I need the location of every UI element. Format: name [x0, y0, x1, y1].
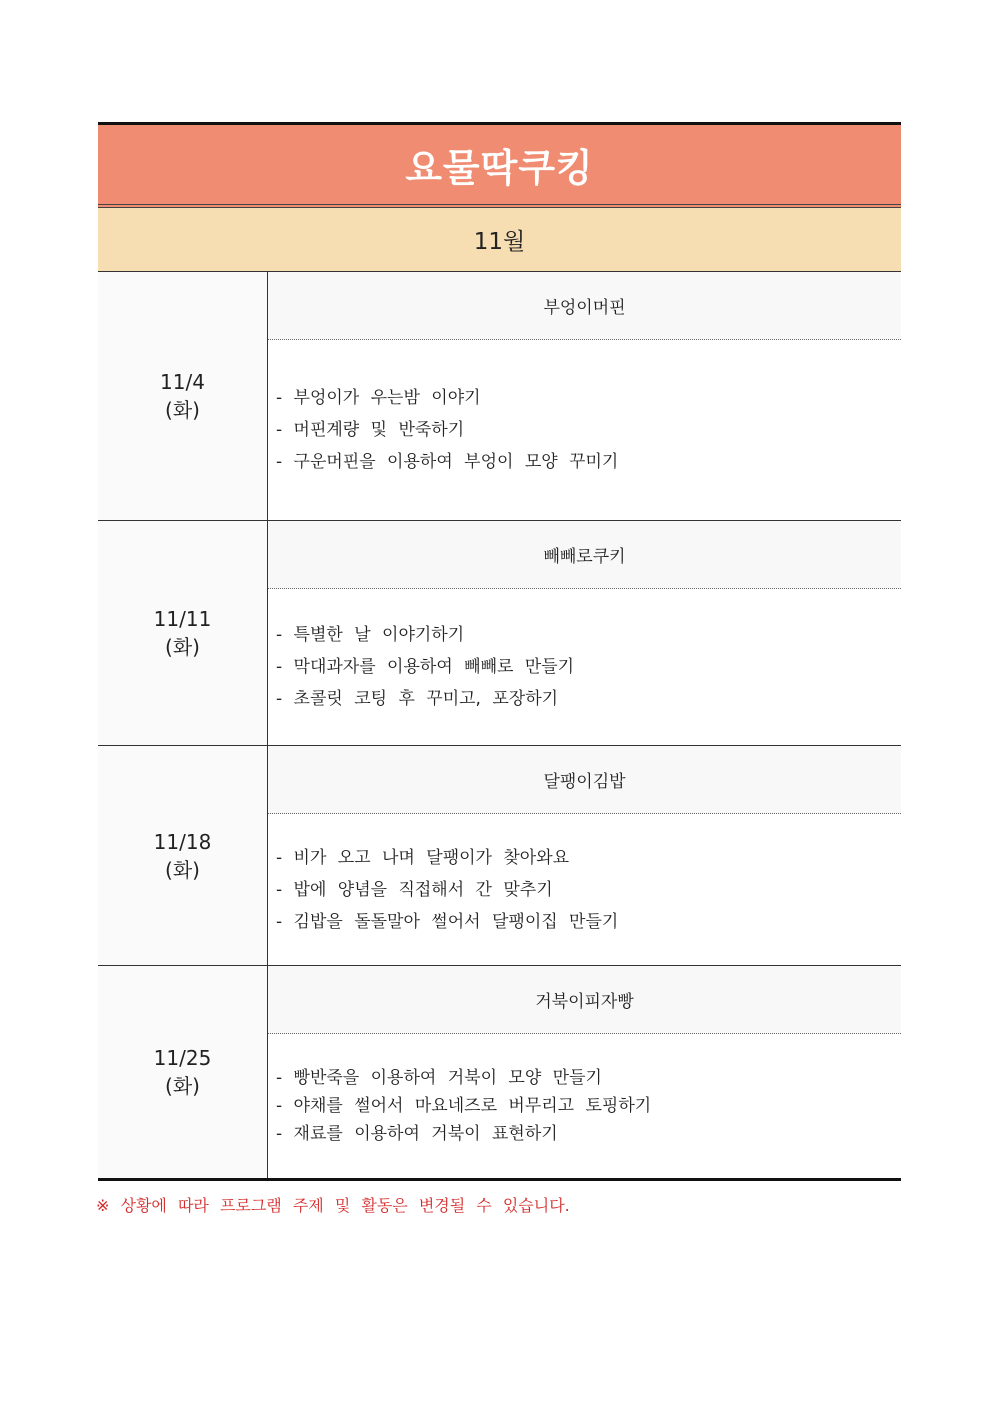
session-row — [98, 521, 901, 746]
session-date: 11/4 — [160, 370, 205, 394]
session-day: (화) — [165, 1074, 200, 1098]
activity-item: - 초콜릿 코팅 후 꾸미고, 포장하기 — [276, 689, 559, 709]
activity-list — [268, 1034, 901, 1178]
activity-item: - 야채를 썰어서 마요네즈로 버무리고 토핑하기 — [276, 1096, 652, 1116]
activity-item: - 부엉이가 우는밤 이야기 — [276, 388, 481, 408]
month-row — [98, 208, 901, 272]
program-title: 요물딱쿠킹 — [405, 146, 594, 190]
activity-item: - 비가 오고 나며 달팽이가 찾아와요 — [276, 847, 570, 868]
activity-list — [268, 589, 901, 745]
activity-item: - 특별한 날 이야기하기 — [276, 625, 465, 645]
activity-item: - 밥에 양념을 직접해서 간 맞추기 — [276, 879, 553, 900]
schedule-table — [98, 122, 901, 1181]
content-cell — [268, 272, 901, 520]
recipe-name: 빼빼로쿠키 — [268, 521, 901, 589]
date-cell — [98, 966, 268, 1178]
content-cell — [268, 966, 901, 1178]
content-cell — [268, 521, 901, 745]
change-notice: ※ 상황에 따라 프로그램 주제 및 활동은 변경될 수 있습니다. — [96, 1196, 570, 1215]
activity-item: - 빵반죽을 이용하여 거북이 모양 만들기 — [276, 1068, 602, 1088]
session-date: 11/18 — [153, 829, 212, 854]
activity-item: - 김밥을 돌돌말아 썰어서 달팽이집 만들기 — [276, 911, 619, 932]
activity-item: - 재료를 이용하여 거북이 표현하기 — [276, 1124, 558, 1144]
activity-list — [268, 814, 901, 965]
session-row — [98, 966, 901, 1178]
activity-item: - 머핀계량 및 반죽하기 — [276, 420, 465, 440]
recipe-name: 달팽이김밥 — [268, 746, 901, 814]
session-day: (화) — [165, 857, 200, 882]
content-cell — [268, 746, 901, 965]
date-cell — [98, 746, 268, 965]
session-date: 11/11 — [153, 607, 212, 631]
activity-item: - 구운머핀을 이용하여 부엉이 모양 꾸미기 — [276, 452, 619, 472]
activity-item: - 막대과자를 이용하여 빼빼로 만들기 — [276, 657, 575, 677]
session-date: 11/25 — [153, 1046, 212, 1070]
recipe-name: 거북이피자빵 — [268, 966, 901, 1034]
activity-list — [268, 340, 901, 520]
session-row — [98, 746, 901, 966]
month-label: 11월 — [473, 229, 526, 255]
session-day: (화) — [165, 635, 200, 659]
session-day: (화) — [165, 398, 200, 422]
date-cell — [98, 521, 268, 745]
date-cell — [98, 272, 268, 520]
title-row — [98, 125, 901, 208]
recipe-name: 부엉이머핀 — [268, 272, 901, 340]
session-row — [98, 272, 901, 521]
